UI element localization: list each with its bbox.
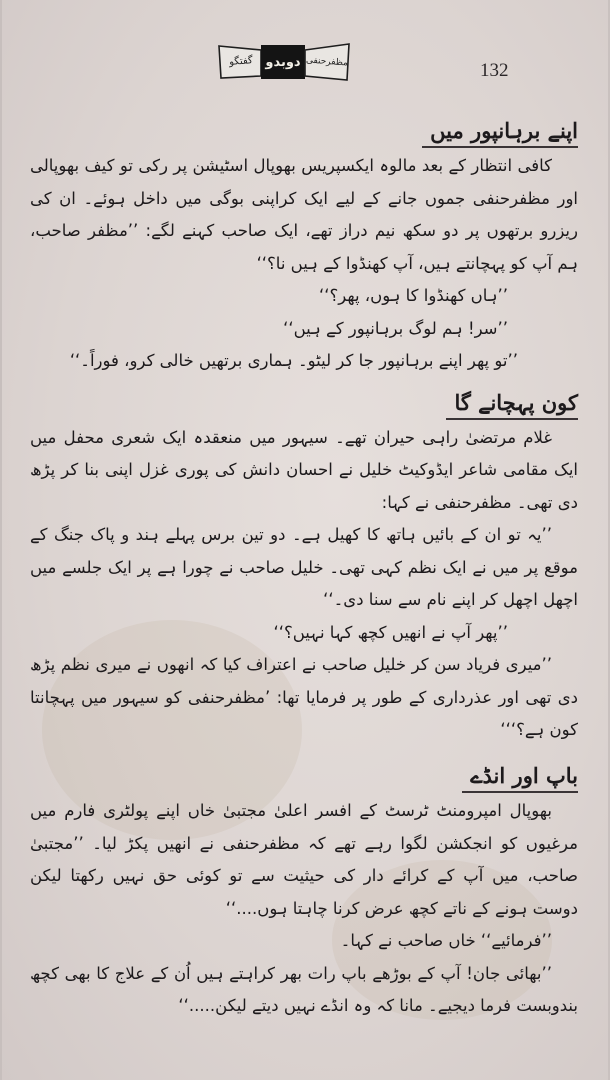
dialogue-line: ’’فرمائیے‘‘ خاں صاحب نے کہا۔ (340, 931, 552, 951)
paragraph: بھوپال امپرومنٹ ٹرسٹ کے افسر اعلیٰ مجتبیٰ خاں اپنے پولٹری فارم میں مرغیوں کو انجکشن لگوا رہے تھے کہ مظفرحنفی نے انھیں پکڑ لیا۔ ’’مجتبیٰ صاحب، میں آپ کے کرائے دار کی حیثیت سے تو کوئی حق نہیں رکھتا لیکن دوست ہونے کے ناتے کچھ عرض کرنا چاہتا ہوں....‘‘ (30, 801, 578, 918)
dialogue-line: ’’ہاں کھنڈوا کا ہوں، پھر؟‘‘ (318, 286, 508, 306)
paragraph: ’’بھائی جان! آپ کے بوڑھے باپ رات بھر کراہتے ہیں اُن کے علاج کا بھی کچھ بندوبست فرما دیجیے۔ مانا کہ وہ انڈے نہیں دیتے لیکن.....‘‘ (30, 963, 578, 1016)
section-heading (30, 390, 578, 420)
page-number: 132 (480, 60, 509, 81)
paragraph: ’’یہ تو ان کے بائیں ہاتھ کا کھیل ہے۔ دو تین برس پہلے ہند و پاک جنگ کے موقع پر میں نے ایک نظم کہی تھی۔ خلیل صاحب نے چورا ہے پر ایک جلسے میں اچھل اچھل کر اپنے نام سے سنا دی۔‘‘ (30, 525, 578, 610)
paragraph: ’’میری فریاد سن کر خلیل صاحب نے اعتراف کیا کہ انھوں نے میری نظم پڑھ دی تھی اور عذرداری کے طور پر فرمایا تھا: ’مظفرحنفی کو سیہور میں پہچانتا کون ہے؟‘‘‘ (30, 655, 578, 740)
section-heading (30, 118, 578, 148)
logo-left-text: گفتگو (228, 55, 254, 68)
logo-right-text: مظفرحنفی (305, 55, 349, 68)
paragraph: غلام مرتضیٰ راہی حیران تھے۔ سیہور میں منعقدہ ایک شعری محفل میں ایک مقامی شاعر ایڈوکیٹ خلیل نے احسان دانش کی پوری غزل اپنی بنا کر پڑھ دی تھی۔ مظفرحنفی نے کہا: (30, 427, 578, 512)
dialogue-line: ’’پھر آپ نے انھیں کچھ کہا نہیں؟‘‘ (273, 622, 508, 642)
dialogue-line: ’’تو پھر اپنے برہانپور جا کر لیٹو۔ ہماری برتھیں خالی کرو، فوراً۔‘‘ (69, 351, 518, 371)
book-logo (217, 42, 352, 82)
page-content (30, 118, 578, 1023)
paragraph: کافی انتظار کے بعد مالوہ ایکسپریس بھوپال اسٹیشن پر رکی تو کیف بھوپالی اور مظفرحنفی جموں جانے کے لیے ایک کراپنی بوگی میں داخل ہوئے۔ ان کی ریزرو برتھوں پر دو سکھ نیم دراز تھے، ایک صاحب کہنے لگے: ’’مظفر صاحب، ہم آپ کو پہچانتے ہیں، آپ کھنڈوا کے ہیں نا؟‘‘ (30, 156, 578, 273)
logo-mid-text: دوبدو (265, 54, 301, 70)
heading-text: کون پہچانے گا (446, 390, 578, 420)
section-heading (30, 763, 578, 793)
heading-text: باپ اور انڈے (462, 763, 578, 793)
heading-text: اپنے برہانپور میں (422, 118, 578, 148)
dialogue-line: ’’سر! ہم لوگ برہانپور کے ہیں‘‘ (283, 318, 508, 338)
